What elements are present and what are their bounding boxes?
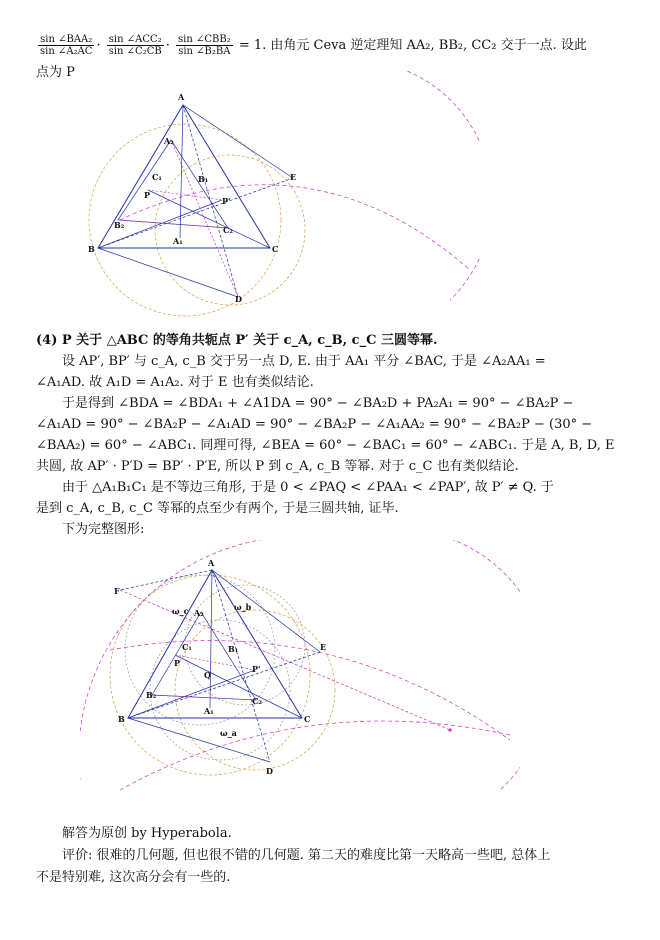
- label-Pprime: P': [222, 196, 231, 206]
- line-BD: [128, 718, 270, 762]
- section-4-line-7: 由于 △A₁B₁C₁ 是不等边三角形, 于是 0 < ∠PAQ < ∠PAA₁ < ∠PAP′, 故 P′ ≠ Q. 于: [62, 480, 554, 495]
- label-B2: B₂: [114, 220, 125, 230]
- section-4-line-5: ∠BAA₂) = 60° − ∠ABC₁. 同理可得, ∠BEA = 60° − ∠BAC₁ = 60° − ∠ABC₁. 于是 A, B, D, E: [36, 438, 615, 453]
- line-AE: [183, 105, 293, 178]
- section-4-line-6: 共圆, 故 AP′ · P′D = BP′ · P′E, 所以 P 到 c_A, c_B 等幂. 对于 c_C 也有类似结论.: [36, 459, 519, 474]
- label-F: F: [114, 586, 120, 596]
- line-BD: [98, 248, 238, 297]
- geometry-figure-1: [60, 70, 480, 320]
- label-A1: A₁: [173, 236, 183, 246]
- line-A2D: [171, 140, 238, 297]
- label-E: E: [320, 642, 327, 652]
- label-B1: B₁: [198, 174, 209, 184]
- section-4-line-3: 于是得到 ∠BDA = ∠BDA₁ + ∠A1DA = 90° − ∠BA₂D + PA₂A₁ = 90° − ∠BA₂P −: [62, 396, 574, 411]
- label-C1: C₁: [182, 642, 192, 652]
- line-AE: [212, 570, 320, 652]
- label-omega-a: ω_a: [220, 728, 237, 738]
- magenta-arc-2: [360, 70, 480, 300]
- triangle-A2B2C2: [118, 140, 231, 228]
- para1-line2: 点为 P: [36, 65, 75, 80]
- label-C1: C₁: [152, 172, 162, 182]
- section-4-line-4: ∠A₁AD = 90° − ∠BA₂P − ∠A₁AD = 90° − ∠BA₂P − ∠A₁AA₂ = 90° − ∠BA₂P − (30° −: [36, 417, 593, 432]
- label-P: P: [174, 658, 181, 668]
- label-D: D: [266, 766, 273, 776]
- section-4-line-9: 下为完整图形:: [62, 522, 145, 537]
- label-C: C: [272, 244, 279, 254]
- comment-line-2: 不是特别难, 这次高分会有一些的.: [36, 870, 231, 885]
- triangle-A2B2C2: [152, 612, 256, 700]
- ceva-equation-line: $\frac{\text{sin ∠BAA₂}}{\text{sin ∠A₂AC}}$ · $\frac{\text{sin ∠ACC₂}}{\text{sin ∠C₂CB}}$ · $\frac{\text{sin ∠CBB₂}}{\text{sin ∠B₂BA}}$ = 1. 由角元 Ceva 逆定理知 AA₂, BB₂, CC₂ 交于一点. 设此: [40, 34, 587, 57]
- magenta-curve: [120, 185, 470, 270]
- geometry-figure-2: [80, 540, 520, 810]
- label-B: B: [118, 714, 125, 724]
- label-Q: Q: [204, 670, 211, 680]
- line-AA1: [210, 570, 212, 708]
- label-A1: A₁: [204, 706, 214, 716]
- label-omega-c: ω_c: [172, 606, 189, 616]
- omega-a-circle: [150, 620, 290, 760]
- label-E: E: [290, 172, 297, 182]
- axis-intersection-point: [448, 728, 451, 731]
- label-P: P: [144, 190, 151, 200]
- label-omega-b: ω_b: [234, 602, 252, 612]
- fraction-1: $\frac{\text{sin ∠BAA₂}}{\text{sin ∠A₂AC}}$: [40, 34, 93, 57]
- fraction-2: $\frac{\text{sin ∠ACC₂}}{\text{sin ∠C₂CB}}$: [108, 34, 162, 57]
- label-A: A: [208, 558, 215, 568]
- label-C2: C₂: [252, 696, 262, 706]
- line-AF: [120, 570, 212, 590]
- label-C: C: [304, 714, 311, 724]
- label-A: A: [178, 92, 185, 102]
- magenta-arc-1: [80, 540, 260, 780]
- label-B: B: [88, 244, 95, 254]
- magenta-curve-2: [120, 721, 510, 790]
- fraction-3: $\frac{\text{sin ∠CBB₂}}{\text{sin ∠B₂BA}}$: [178, 34, 231, 57]
- ceva-conclusion: = 1. 由角元 Ceva 逆定理知 AA₂, BB₂, CC₂ 交于一点. 设此: [238, 38, 587, 53]
- label-A2: A₂: [164, 136, 174, 146]
- label-B1: B₁: [228, 644, 239, 654]
- label-D: D: [235, 294, 242, 304]
- figure-1-labels: [88, 92, 296, 304]
- label-A2: A₂: [194, 608, 204, 618]
- magenta-arc-2: [410, 540, 520, 790]
- magenta-arc-1: [60, 70, 410, 300]
- credit-line: 解答为原创 by Hyperabola.: [62, 826, 232, 841]
- comment-line-1: 评价: 很难的几何题, 但也很不错的几何题. 第二天的难度比第一天略高一些吧, 总体上: [62, 848, 551, 863]
- section-4-line-2: ∠A₁AD. 故 A₁D = A₁A₂. 对于 E 也有类似结论.: [36, 375, 314, 390]
- line-PP: [175, 655, 255, 670]
- label-B2: B₂: [146, 690, 157, 700]
- orange-circle-2: [175, 610, 335, 770]
- radical-axis: [120, 590, 450, 730]
- section-4-heading: (4) P 关于 △ABC 的等角共轭点 P′ 关于 c_A, c_B, c_C 三圆等幂.: [36, 333, 438, 348]
- label-C2: C₂: [223, 225, 233, 235]
- label-Pprime: P': [252, 664, 261, 674]
- section-4-line-1: 设 AP′, BP′ 与 c_A, c_B 交于另一点 D, E. 由于 AA₁ 平分 ∠BAC, 于是 ∠A₂AA₁ =: [62, 354, 546, 369]
- section-4-line-8: 是到 c_A, c_B, c_C 等幂的点至少有两个, 于是三圆共轴, 证毕.: [36, 501, 399, 516]
- line-BE: [128, 652, 320, 718]
